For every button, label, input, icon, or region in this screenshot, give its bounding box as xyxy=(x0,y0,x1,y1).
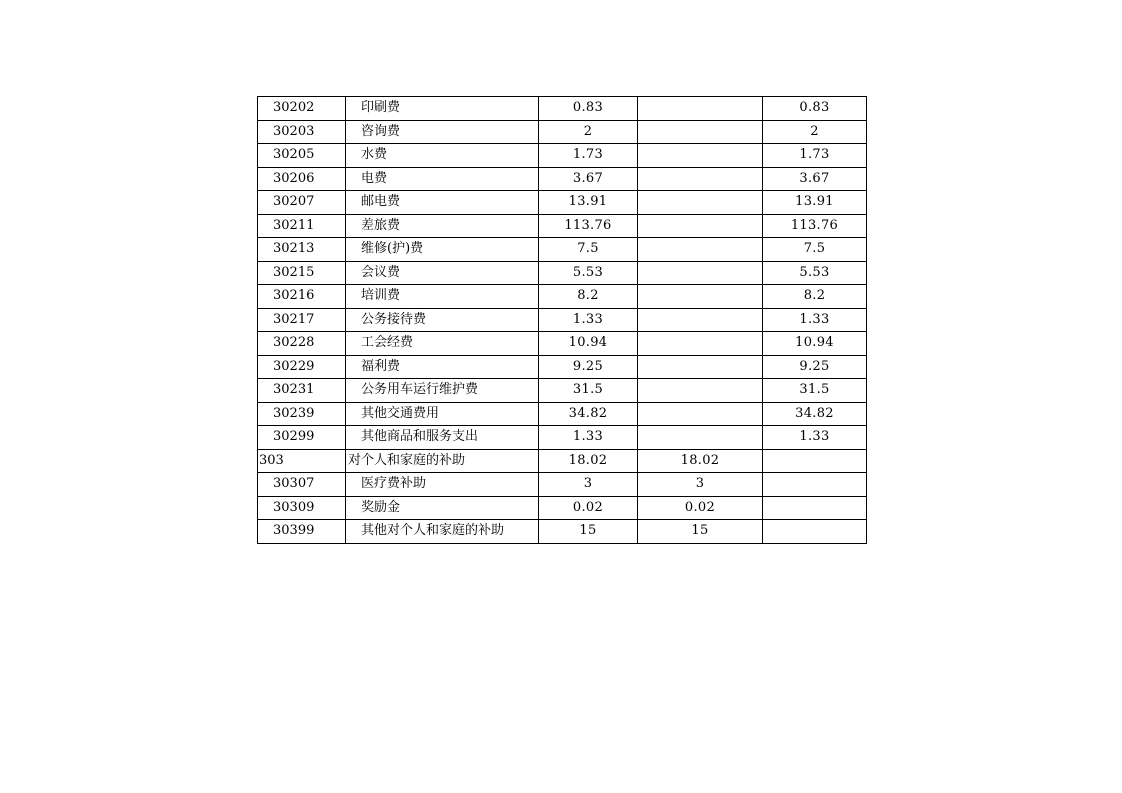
table-row xyxy=(258,379,867,403)
row-name: 奖励金 xyxy=(346,496,539,520)
row-basic xyxy=(638,191,763,215)
row-project xyxy=(763,496,867,520)
row-code: 30231 xyxy=(258,379,346,403)
row-project: 34.82 xyxy=(763,402,867,426)
row-name: 邮电费 xyxy=(346,191,539,215)
table-row xyxy=(258,496,867,520)
row-name: 维修(护)费 xyxy=(346,238,539,262)
table-row xyxy=(258,449,867,473)
row-code: 30216 xyxy=(258,285,346,309)
row-total: 7.5 xyxy=(539,238,638,262)
row-name: 公务用车运行维护费 xyxy=(346,379,539,403)
row-name: 其他交通费用 xyxy=(346,402,539,426)
table-row xyxy=(258,214,867,238)
row-name: 水费 xyxy=(346,144,539,168)
row-name: 印刷费 xyxy=(346,97,539,121)
row-basic: 0.02 xyxy=(638,496,763,520)
table-row xyxy=(258,355,867,379)
row-total: 8.2 xyxy=(539,285,638,309)
table-row xyxy=(258,285,867,309)
table-row xyxy=(258,238,867,262)
row-total: 1.33 xyxy=(539,426,638,450)
row-basic xyxy=(638,426,763,450)
row-total: 34.82 xyxy=(539,402,638,426)
row-basic xyxy=(638,238,763,262)
row-total: 2 xyxy=(539,120,638,144)
row-code: 30203 xyxy=(258,120,346,144)
budget-table xyxy=(257,96,867,544)
row-total: 3.67 xyxy=(539,167,638,191)
row-name: 其他商品和服务支出 xyxy=(346,426,539,450)
table-row xyxy=(258,426,867,450)
row-project xyxy=(763,449,867,473)
row-basic xyxy=(638,261,763,285)
row-basic xyxy=(638,402,763,426)
row-basic xyxy=(638,97,763,121)
table-row xyxy=(258,167,867,191)
row-project: 3.67 xyxy=(763,167,867,191)
table-row xyxy=(258,261,867,285)
row-code: 303 xyxy=(258,449,346,473)
row-basic xyxy=(638,144,763,168)
row-project: 1.73 xyxy=(763,144,867,168)
row-basic: 15 xyxy=(638,520,763,544)
row-basic xyxy=(638,214,763,238)
row-code: 30229 xyxy=(258,355,346,379)
row-total: 15 xyxy=(539,520,638,544)
table-row xyxy=(258,97,867,121)
row-project: 31.5 xyxy=(763,379,867,403)
row-name: 公务接待费 xyxy=(346,308,539,332)
row-name: 咨询费 xyxy=(346,120,539,144)
row-code: 30213 xyxy=(258,238,346,262)
row-code: 30239 xyxy=(258,402,346,426)
row-basic xyxy=(638,167,763,191)
row-project: 9.25 xyxy=(763,355,867,379)
row-project: 0.83 xyxy=(763,97,867,121)
row-basic: 18.02 xyxy=(638,449,763,473)
row-project xyxy=(763,473,867,497)
row-name: 电费 xyxy=(346,167,539,191)
row-total: 18.02 xyxy=(539,449,638,473)
row-name: 对个人和家庭的补助 xyxy=(346,449,539,473)
table-row xyxy=(258,120,867,144)
row-code: 30307 xyxy=(258,473,346,497)
table-row xyxy=(258,520,867,544)
row-project: 7.5 xyxy=(763,238,867,262)
row-project: 13.91 xyxy=(763,191,867,215)
table-row xyxy=(258,308,867,332)
row-basic xyxy=(638,379,763,403)
row-code: 30207 xyxy=(258,191,346,215)
row-code: 30399 xyxy=(258,520,346,544)
row-name: 福利费 xyxy=(346,355,539,379)
row-basic xyxy=(638,355,763,379)
row-total: 31.5 xyxy=(539,379,638,403)
row-project: 1.33 xyxy=(763,308,867,332)
row-total: 5.53 xyxy=(539,261,638,285)
row-project: 8.2 xyxy=(763,285,867,309)
row-total: 3 xyxy=(539,473,638,497)
table-row xyxy=(258,191,867,215)
row-project: 1.33 xyxy=(763,426,867,450)
row-project xyxy=(763,520,867,544)
row-total: 1.73 xyxy=(539,144,638,168)
row-code: 30309 xyxy=(258,496,346,520)
row-code: 30215 xyxy=(258,261,346,285)
row-basic xyxy=(638,332,763,356)
row-basic xyxy=(638,308,763,332)
budget-table-body xyxy=(258,97,867,544)
row-code: 30206 xyxy=(258,167,346,191)
row-basic: 3 xyxy=(638,473,763,497)
row-project: 2 xyxy=(763,120,867,144)
row-basic xyxy=(638,285,763,309)
table-row xyxy=(258,332,867,356)
row-project: 113.76 xyxy=(763,214,867,238)
row-total: 10.94 xyxy=(539,332,638,356)
table-row xyxy=(258,473,867,497)
row-total: 13.91 xyxy=(539,191,638,215)
row-name: 差旅费 xyxy=(346,214,539,238)
row-total: 1.33 xyxy=(539,308,638,332)
row-code: 30202 xyxy=(258,97,346,121)
row-name: 会议费 xyxy=(346,261,539,285)
row-name: 其他对个人和家庭的补助 xyxy=(346,520,539,544)
row-project: 10.94 xyxy=(763,332,867,356)
row-name: 培训费 xyxy=(346,285,539,309)
row-code: 30299 xyxy=(258,426,346,450)
table-row xyxy=(258,402,867,426)
row-name: 工会经费 xyxy=(346,332,539,356)
row-code: 30205 xyxy=(258,144,346,168)
budget-sheet xyxy=(257,96,866,544)
row-code: 30228 xyxy=(258,332,346,356)
row-total: 9.25 xyxy=(539,355,638,379)
row-name: 医疗费补助 xyxy=(346,473,539,497)
row-basic xyxy=(638,120,763,144)
table-row xyxy=(258,144,867,168)
row-code: 30217 xyxy=(258,308,346,332)
row-project: 5.53 xyxy=(763,261,867,285)
row-total: 0.83 xyxy=(539,97,638,121)
row-code: 30211 xyxy=(258,214,346,238)
row-total: 113.76 xyxy=(539,214,638,238)
row-total: 0.02 xyxy=(539,496,638,520)
